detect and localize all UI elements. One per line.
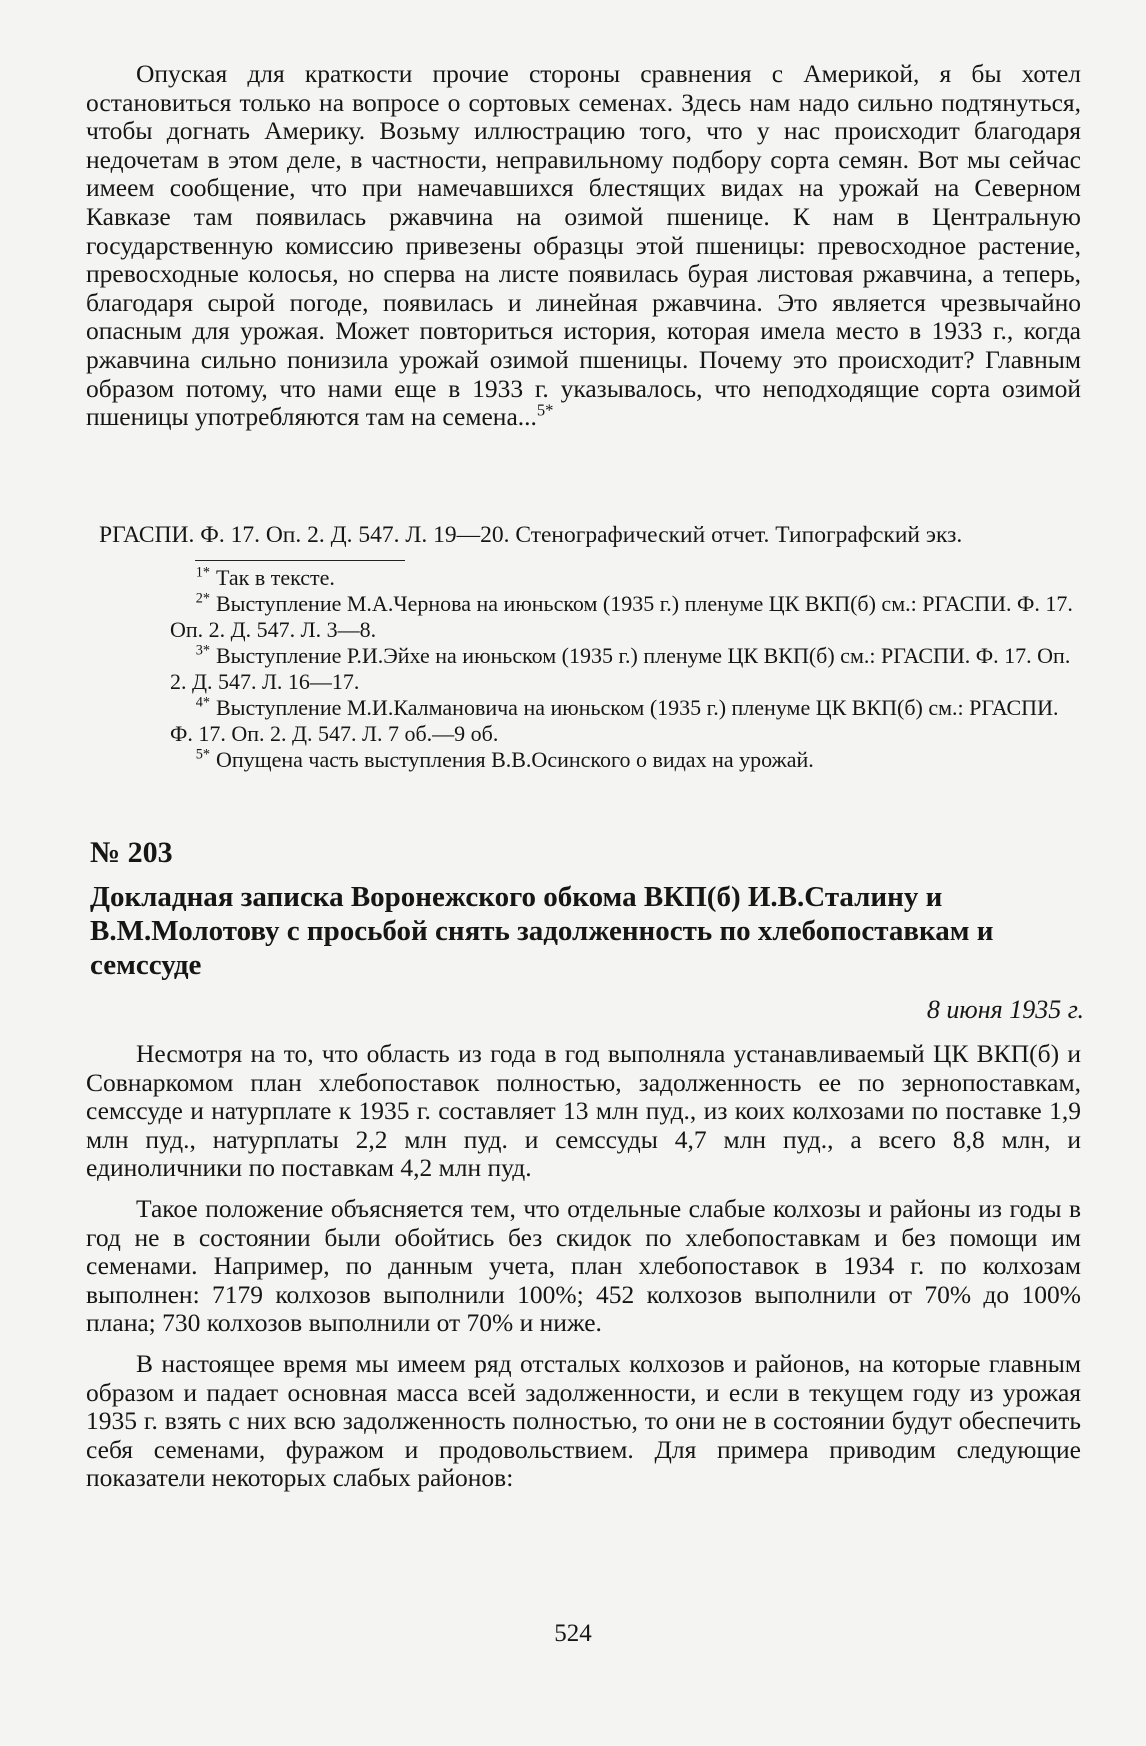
footnote: $^{2*}$ Выступление М.А.Чернова на июньском (1935 г.) пленуме ЦК ВКП(б) см.: РГАСПИ. Ф. 17. Оп. 2. Д. 547. Л. 3—8. bbox=[170, 590, 1073, 642]
document-number: № 203 bbox=[90, 836, 173, 869]
footnote: $^{3*}$ Выступление Р.И.Эйхе на июньском (1935 г.) пленуме ЦК ВКП(б) см.: РГАСПИ. Ф. 17. Оп. 2. Д. 547. Л. 16—17. bbox=[170, 642, 1071, 694]
footnotes bbox=[170, 565, 1085, 773]
document-title: Докладная записка Воронежского обкома ВКП(б) И.В.Сталину и В.М.Молотову с просьбой снять задолженность по хлебопоставкам и семссуде bbox=[90, 881, 994, 981]
footnote: $^{5*}$ Опущена часть выступления В.В.Осинского о видах на урожай. bbox=[195, 746, 814, 772]
footnote-divider bbox=[195, 560, 405, 561]
archive-source: РГАСПИ. Ф. 17. Оп. 2. Д. 547. Л. 19—20. Стенографический отчет. Типографский экз. bbox=[99, 522, 963, 548]
body-paragraph: Несмотря на то, что область из года в год выполняла устанавливаемый ЦК ВКП(б) и Совнаркомом план хлебопоставок полностью, задолженность ее по зернопоставкам, семссуде и натурплате к 1935 г. составляет 13 млн пуд., из коих колхозами по поставке 1,9 млн пуд., натурплаты 2,2 млн пуд. и семссуды 4,7 млн пуд., а всего 8,8 млн, и единоличники по поставкам 4,2 млн пуд. bbox=[86, 1039, 1081, 1183]
footnote: $^{4*}$ Выступление М.И.Калмановича на июньском (1935 г.) пленуме ЦК ВКП(б) см.: РГАСПИ. Ф. 17. Оп. 2. Д. 547. Л. 7 об.—9 об. bbox=[170, 694, 1059, 746]
footnote-ref: 5* bbox=[536, 400, 554, 420]
intro-paragraph: Опуская для краткости прочие стороны сравнения с Америкой, я бы хотел остановиться только на вопросе о сортовых семенах. Здесь нам надо сильно подтянуться, чтобы догнать Америку. Возьму иллюстрацию того, что у нас происходит благодаря недочетам в этом деле, в частности, неправильному подбору сорта семян. Вот мы сейчас имеем сообщение, что при намечавшихся блестящих видах на урожай на Северном Кавказе там появилась ржавчина на озимой пшенице. К нам в Центральную государственную комиссию привезены образцы этой пшеницы: превосходное растение, превосходные колосья, но сперва на листе появилась бурая листовая ржавчина, а теперь, благодаря сырой погоде, появилась и линейная ржавчина. Это является чрезвычайно опасным для урожая. Может повториться история, которая имела место в 1933 г., когда ржавчина сильно понизила урожай озимой пшеницы. Почему это происходит? Главным образом потому, что нами еще в 1933 г. указывалось, что неподходящие сорта озимой пшеницы употребляются там на семена...$^{5*}$ bbox=[86, 59, 1081, 432]
body-paragraph: В настоящее время мы имеем ряд отсталых колхозов и районов, на которые главным образом и падает основная масса всей задолженности, и если в текущем году из урожая 1935 г. взять с них всю задолженность полностью, то они не в состоянии будут обеспечить себя семенами, фуражом и продовольствием. Для примера приводим следующие показатели некоторых слабых районов: bbox=[86, 1348, 1081, 1493]
document-date: 8 июня 1935 г. bbox=[926, 995, 1084, 1024]
page-number: 524 bbox=[554, 1620, 592, 1647]
document-body bbox=[86, 1040, 1081, 1493]
intro-text bbox=[86, 60, 1081, 432]
body-paragraph: Такое положение объясняется тем, что отдельные слабые колхозы и районы из годы в год не в состоянии были обойтись без скидок по хлебопоставкам и без помощи им семенами. Например, по данным учета, план хлебопоставок в 1934 г. по колхозам выполнен: 7179 колхозов выполнили 100%; 452 колхозов выполнили от 70% до 100% плана; 730 колхозов выполнили от 70% и ниже. bbox=[86, 1193, 1081, 1338]
footnote: $^{1*}$ Так в тексте. bbox=[195, 564, 335, 590]
